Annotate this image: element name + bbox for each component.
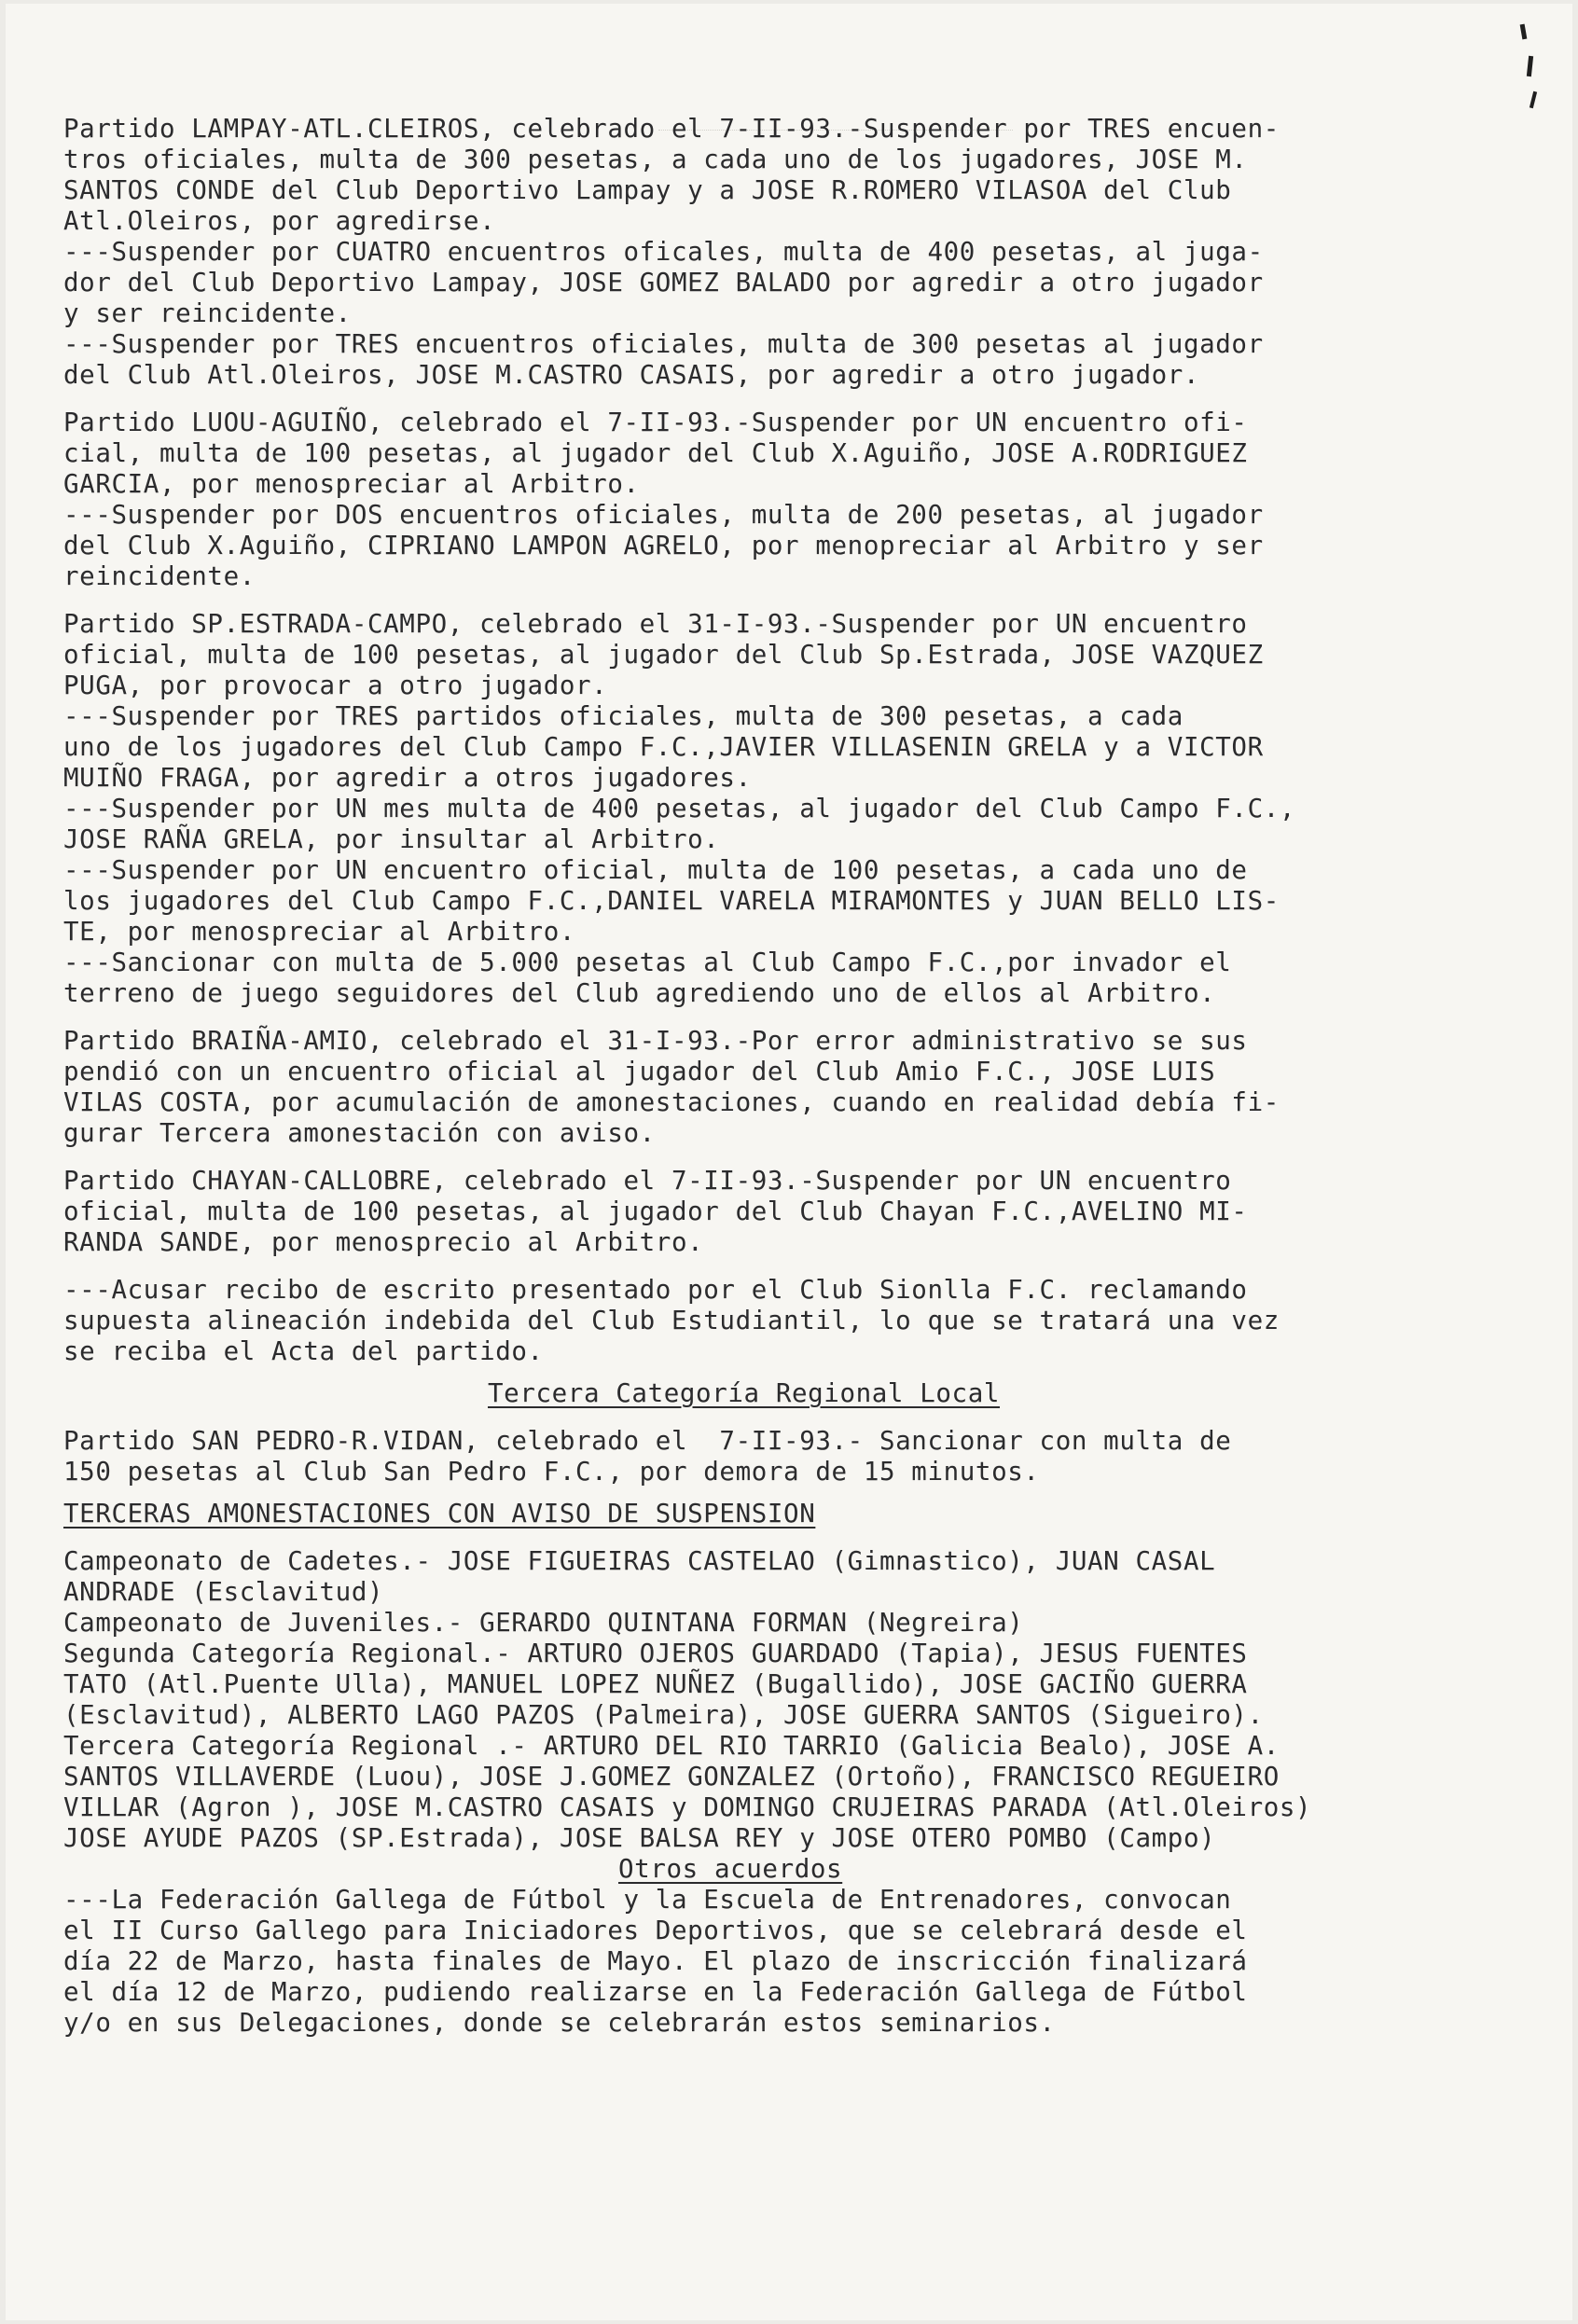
- text-line: tros oficiales, multa de 300 pesetas, a cada uno de los jugadores, JOSE M.: [63, 145, 1248, 174]
- text-line: Campeonato de Cadetes.- JOSE FIGUEIRAS CASTELAO (Gimnastico), JUAN CASAL: [63, 1546, 1216, 1576]
- text-line: reincidente.: [63, 561, 256, 591]
- text-line: RANDA SANDE, por menosprecio al Arbitro.: [63, 1227, 704, 1257]
- text-line: Partido CHAYAN-CALLOBRE, celebrado el 7-II-93.-Suspender por UN encuentro: [63, 1166, 1232, 1196]
- text-line: TATO (Atl.Puente Ulla), MANUEL LOPEZ NUÑEZ (Bugallido), JOSE GACIÑO GUERRA: [63, 1669, 1248, 1699]
- document-page: [6, 4, 1572, 2320]
- text-line: los jugadores del Club Campo F.C.,DANIEL VARELA MIRAMONTES y JUAN BELLO LIS-: [63, 886, 1280, 916]
- text-line: día 22 de Marzo, hasta finales de Mayo. El plazo de inscricción finalizará: [63, 1946, 1248, 1976]
- text-line: del Club X.Aguiño, CIPRIANO LAMPON AGRELO, por menopreciar al Arbitro y ser: [63, 531, 1264, 560]
- text-line: JOSE RAÑA GRELA, por insultar al Arbitro.: [63, 824, 720, 854]
- text-line: Segunda Categoría Regional.- ARTURO OJEROS GUARDADO (Tapia), JESUS FUENTES: [63, 1639, 1248, 1668]
- ink-mark: [1530, 91, 1537, 108]
- text-line: oficial, multa de 100 pesetas, al jugador del Club Sp.Estrada, JOSE VAZQUEZ: [63, 640, 1264, 670]
- text-line: del Club Atl.Oleiros, JOSE M.CASTRO CASAIS, por agredir a otro jugador.: [63, 360, 1200, 390]
- text-line: y/o en sus Delegaciones, donde se celebrarán estos seminarios.: [63, 2008, 1056, 2038]
- text-line: ---Suspender por CUATRO encuentros oficales, multa de 400 pesetas, al juga-: [63, 237, 1264, 267]
- ink-mark: [1520, 24, 1528, 40]
- paragraph: [63, 609, 1546, 1009]
- text-line: ---Suspender por UN mes multa de 400 pesetas, al jugador del Club Campo F.C.,: [63, 794, 1296, 823]
- text-line: ---Suspender por TRES partidos oficiales, multa de 300 pesetas, a cada: [63, 701, 1184, 731]
- text-line: gurar Tercera amonestación con aviso.: [63, 1118, 656, 1148]
- text-line: Campeonato de Juveniles.- GERARDO QUINTANA FORMAN (Negreira): [63, 1608, 1024, 1638]
- spacer: [63, 1367, 1546, 1378]
- paragraph: [63, 1275, 1546, 1367]
- text-line: Partido LUOU-AGUIÑO, celebrado el 7-II-93.-Suspender por UN encuentro ofi-: [63, 408, 1248, 437]
- paragraph: [63, 1546, 1546, 1854]
- spacer: [63, 1529, 1546, 1546]
- text-line: cial, multa de 100 pesetas, al jugador del Club X.Aguiño, JOSE A.RODRIGUEZ: [63, 438, 1248, 468]
- paragraph: [63, 408, 1546, 592]
- text-line: ---Suspender por TRES encuentros oficiales, multa de 300 pesetas al jugador: [63, 329, 1264, 359]
- text-line: supuesta alineación indebida del Club Estudiantil, lo que se tratará una vez: [63, 1306, 1280, 1335]
- spacer: [63, 1009, 1546, 1026]
- text-line: ---La Federación Gallega de Fútbol y la Escuela de Entrenadores, convocan: [63, 1885, 1232, 1915]
- text-line: SANTOS CONDE del Club Deportivo Lampay y a JOSE R.ROMERO VILASOA del Club: [63, 175, 1232, 205]
- text-line: el II Curso Gallego para Iniciadores Deportivos, que se celebrará desde el: [63, 1916, 1248, 1945]
- text-line: VILLAR (Agron ), JOSE M.CASTRO CASAIS y DOMINGO CRUJEIRAS PARADA (Atl.Oleiros): [63, 1792, 1312, 1822]
- text-line: pendió con un encuentro oficial al jugador del Club Amio F.C., JOSE LUIS: [63, 1057, 1216, 1086]
- text-line: dor del Club Deportivo Lampay, JOSE GOMEZ BALADO por agredir a otro jugador: [63, 268, 1264, 297]
- paragraph: [63, 1026, 1546, 1149]
- text-line: Partido SAN PEDRO-R.VIDAN, celebrado el 7-II-93.- Sancionar con multa de: [63, 1426, 1232, 1456]
- section-heading: Otros acuerdos: [618, 1854, 843, 1884]
- text-line: ---Sancionar con multa de 5.000 pesetas al Club Campo F.C.,por invador el: [63, 948, 1232, 977]
- text-line: GARCIA, por menospreciar al Arbitro.: [63, 469, 640, 499]
- text-line: se reciba el Acta del partido.: [63, 1336, 544, 1366]
- text-line: Partido LAMPAY-ATL.CLEIROS, celebrado el 7-II-93.-Suspender por TRES encuen-: [63, 114, 1280, 144]
- text-line: VILAS COSTA, por acumulación de amonestaciones, cuando en realidad debía fi-: [63, 1087, 1280, 1117]
- text-line: y ser reincidente.: [63, 298, 352, 328]
- text-line: ---Suspender por DOS encuentros oficiales, multa de 200 pesetas, al jugador: [63, 500, 1264, 530]
- paragraph: [63, 1885, 1546, 2039]
- text-line: Partido BRAIÑA-AMIO, celebrado el 31-I-93.-Por error administrativo se sus: [63, 1026, 1248, 1056]
- text-line: Atl.Oleiros, por agredirse.: [63, 206, 496, 236]
- spacer: [63, 1409, 1546, 1426]
- spacer: [63, 1258, 1546, 1275]
- spacer: [63, 391, 1546, 408]
- paragraph: [63, 1166, 1546, 1258]
- text-line: PUGA, por provocar a otro jugador.: [63, 671, 608, 700]
- text-line: (Esclavitud), ALBERTO LAGO PAZOS (Palmeira), JOSE GUERRA SANTOS (Sigueiro).: [63, 1700, 1264, 1730]
- text-line: TE, por menospreciar al Arbitro.: [63, 917, 576, 947]
- paragraph: [63, 1426, 1546, 1487]
- ink-mark: [1527, 56, 1533, 76]
- text-line: el día 12 de Marzo, pudiendo realizarse en la Federación Gallega de Fútbol: [63, 1977, 1248, 2007]
- text-line: MUIÑO FRAGA, por agredir a otros jugadores.: [63, 763, 752, 793]
- text-line: uno de los jugadores del Club Campo F.C.,JAVIER VILLASENIN GRELA y a VICTOR: [63, 732, 1264, 762]
- section-heading: Tercera Categoría Regional Local: [488, 1378, 1001, 1408]
- spacer: [63, 592, 1546, 609]
- text-line: JOSE AYUDE PAZOS (SP.Estrada), JOSE BALSA REY y JOSE OTERO POMBO (Campo): [63, 1823, 1216, 1853]
- text-line: SANTOS VILLAVERDE (Luou), JOSE J.GOMEZ GONZALEZ (Ortoño), FRANCISCO REGUEIRO: [63, 1762, 1280, 1791]
- text-line: Tercera Categoría Regional .- ARTURO DEL RIO TARRIO (Galicia Bealo), JOSE A.: [63, 1731, 1280, 1761]
- section-heading: TERCERAS AMONESTACIONES CON AVISO DE SUSPENSION: [63, 1499, 816, 1529]
- text-line: ANDRADE (Esclavitud): [63, 1577, 384, 1607]
- text-line: oficial, multa de 100 pesetas, al jugador del Club Chayan F.C.,AVELINO MI-: [63, 1197, 1248, 1226]
- text-line: ---Suspender por UN encuentro oficial, multa de 100 pesetas, a cada uno de: [63, 855, 1248, 885]
- spacer: [63, 1149, 1546, 1166]
- text-line: ---Acusar recibo de escrito presentado por el Club Sionlla F.C. reclamando: [63, 1275, 1248, 1305]
- spacer: [63, 1487, 1546, 1499]
- text-line: terreno de juego seguidores del Club agrediendo uno de ellos al Arbitro.: [63, 978, 1216, 1008]
- paragraph: [63, 114, 1546, 391]
- text-line: 150 pesetas al Club San Pedro F.C., por demora de 15 minutos.: [63, 1457, 1040, 1487]
- document-body: [63, 114, 1546, 2039]
- text-line: Partido SP.ESTRADA-CAMPO, celebrado el 31-I-93.-Suspender por UN encuentro: [63, 609, 1248, 639]
